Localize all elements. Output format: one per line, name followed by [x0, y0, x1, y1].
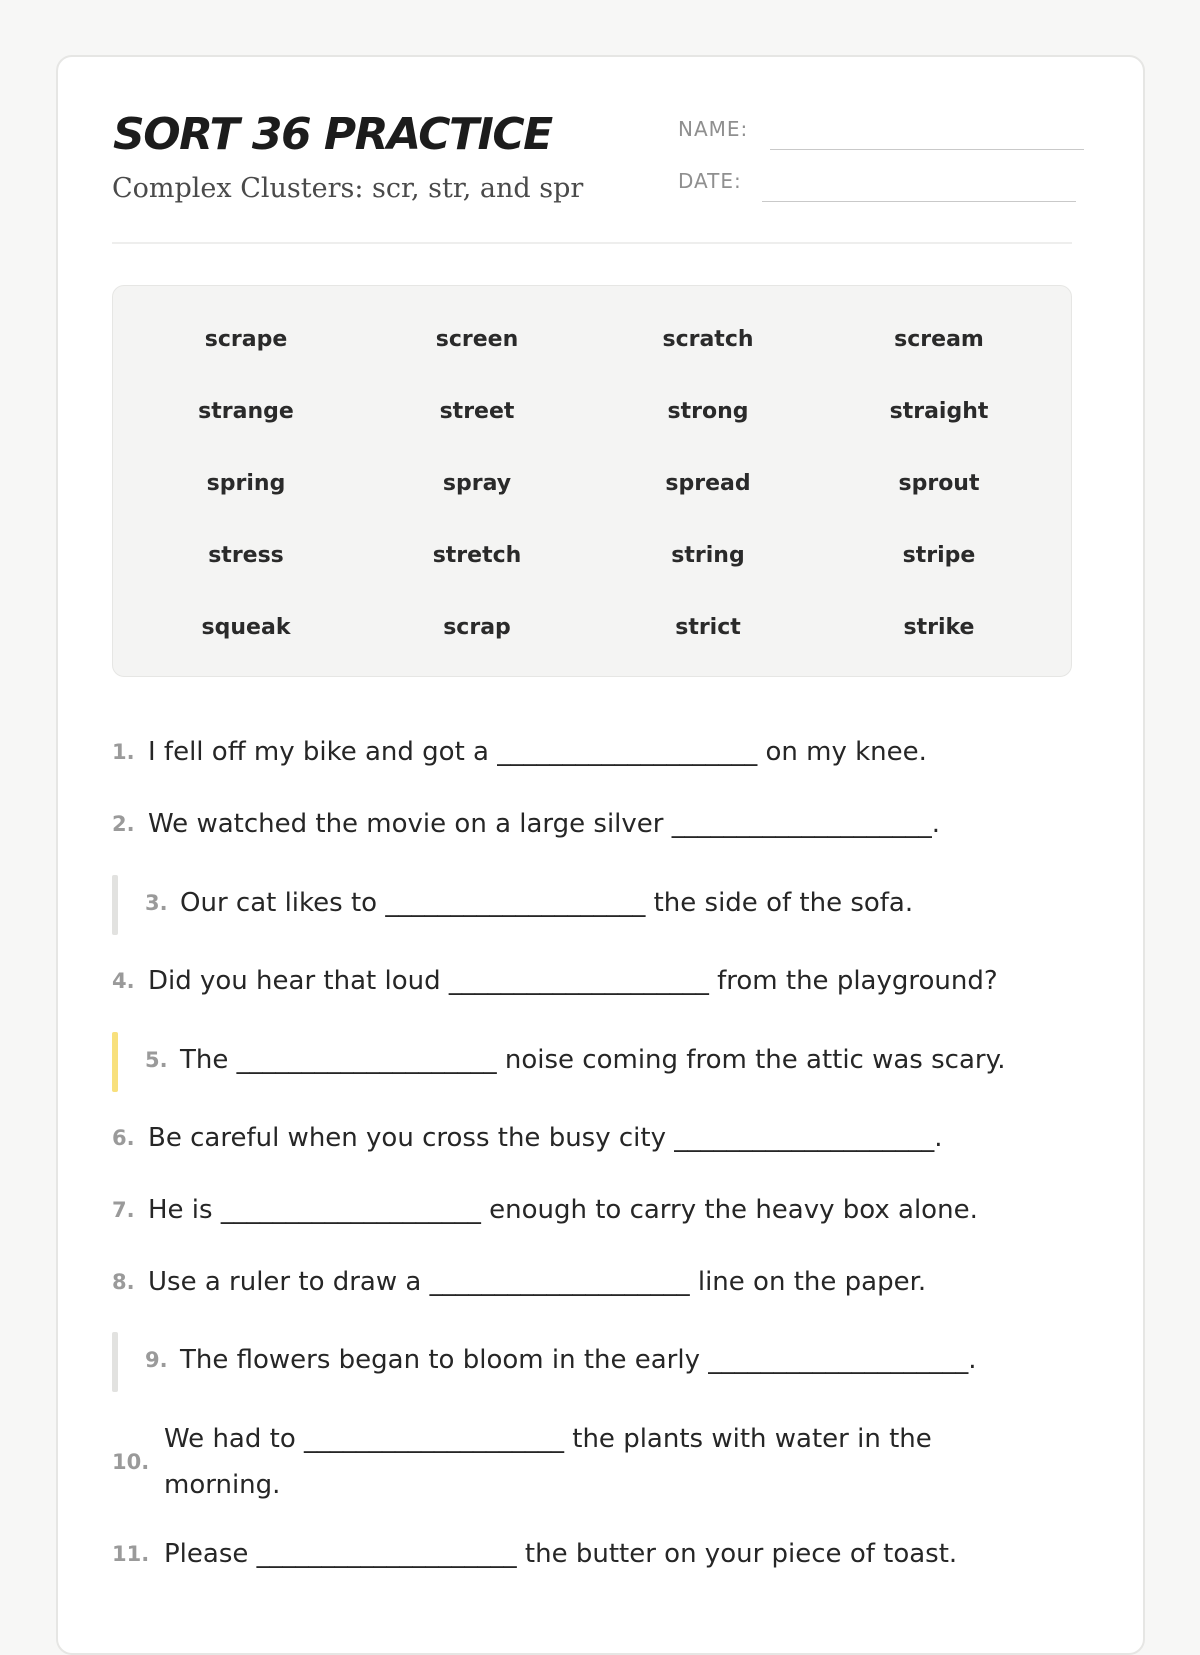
word-bank-word: sprout: [898, 471, 980, 496]
sentence-text: Use a ruler to draw a ____________________ line on the paper.: [148, 1267, 927, 1297]
sentence-number: 8.: [112, 1270, 135, 1294]
header-divider: [112, 242, 1072, 244]
word-bank-word: stress: [208, 543, 284, 568]
sentence-item: [112, 880, 1092, 926]
sentence-item: [112, 729, 1092, 775]
word-bank-word: strict: [675, 615, 741, 640]
sentence-item: [112, 958, 1092, 1004]
sentence-number: 10.: [112, 1450, 150, 1474]
name-blank-line[interactable]: [770, 149, 1084, 150]
word-bank-word: spread: [665, 471, 751, 496]
sentence-number: 4.: [112, 969, 135, 993]
name-label: NAME:: [678, 117, 749, 141]
sentence-number: 2.: [112, 812, 135, 836]
word-bank-word: spring: [206, 471, 286, 496]
worksheet-subtitle: Complex Clusters: scr, str, and spr: [112, 173, 584, 204]
sentence-item: [112, 1531, 1092, 1577]
sentence-item: [112, 801, 1092, 847]
word-bank-word: scratch: [662, 327, 754, 352]
sentence-text: I fell off my bike and got a ____________________ on my knee.: [148, 737, 927, 767]
word-bank-word: scream: [894, 327, 984, 352]
sentence-number: 3.: [145, 891, 168, 915]
word-bank-word: strike: [903, 615, 975, 640]
sentence-text: Be careful when you cross the busy city ____________________.: [148, 1123, 943, 1153]
sentence-item: [112, 1187, 1092, 1233]
word-bank-word: stripe: [902, 543, 976, 568]
sentence-number: 9.: [145, 1348, 168, 1372]
sentence-item: [112, 1337, 1092, 1383]
sentence-text: Please ____________________ the butter on your piece of toast.: [164, 1539, 958, 1569]
sentence-number: 5.: [145, 1048, 168, 1072]
word-bank-word: spray: [442, 471, 512, 496]
word-bank-word: strong: [667, 399, 749, 424]
date-label: DATE:: [678, 169, 742, 193]
sentence-number: 11.: [112, 1542, 150, 1566]
word-bank: [112, 285, 1072, 677]
sentence-item: [112, 1259, 1092, 1305]
sentence-number: 6.: [112, 1126, 135, 1150]
word-bank-word: screen: [435, 327, 519, 352]
sentence-text: We watched the movie on a large silver ____________________.: [148, 809, 941, 839]
sentence-number: 7.: [112, 1198, 135, 1222]
word-bank-word: street: [439, 399, 515, 424]
sentence-text: Our cat likes to ____________________ the side of the sofa.: [180, 888, 914, 918]
worksheet-title: SORT 36 PRACTICE: [113, 109, 552, 160]
date-blank-line[interactable]: [762, 201, 1076, 202]
word-bank-word: scrape: [204, 327, 288, 352]
sentence-text: The ____________________ noise coming from the attic was scary.: [180, 1045, 1006, 1075]
word-bank-word: strange: [198, 399, 294, 424]
sentence-text: He is ____________________ enough to carry the heavy box alone.: [148, 1195, 978, 1225]
sentence-text: The flowers began to bloom in the early ____________________.: [180, 1345, 977, 1375]
worksheet-page: [56, 55, 1145, 1655]
sentence-item: [112, 1416, 1092, 1508]
sentence-number: 1.: [112, 740, 135, 764]
sentence-item: [112, 1115, 1092, 1161]
sentence-item: [112, 1037, 1092, 1083]
word-bank-word: string: [671, 543, 745, 568]
sentence-text: Did you hear that loud ____________________ from the playground?: [148, 966, 998, 996]
word-bank-word: squeak: [201, 615, 291, 640]
word-bank-word: stretch: [432, 543, 522, 568]
word-bank-word: straight: [889, 399, 989, 424]
sentence-text: We had to ____________________ the plants with water in the morning.: [164, 1424, 932, 1500]
word-bank-word: scrap: [443, 615, 511, 640]
